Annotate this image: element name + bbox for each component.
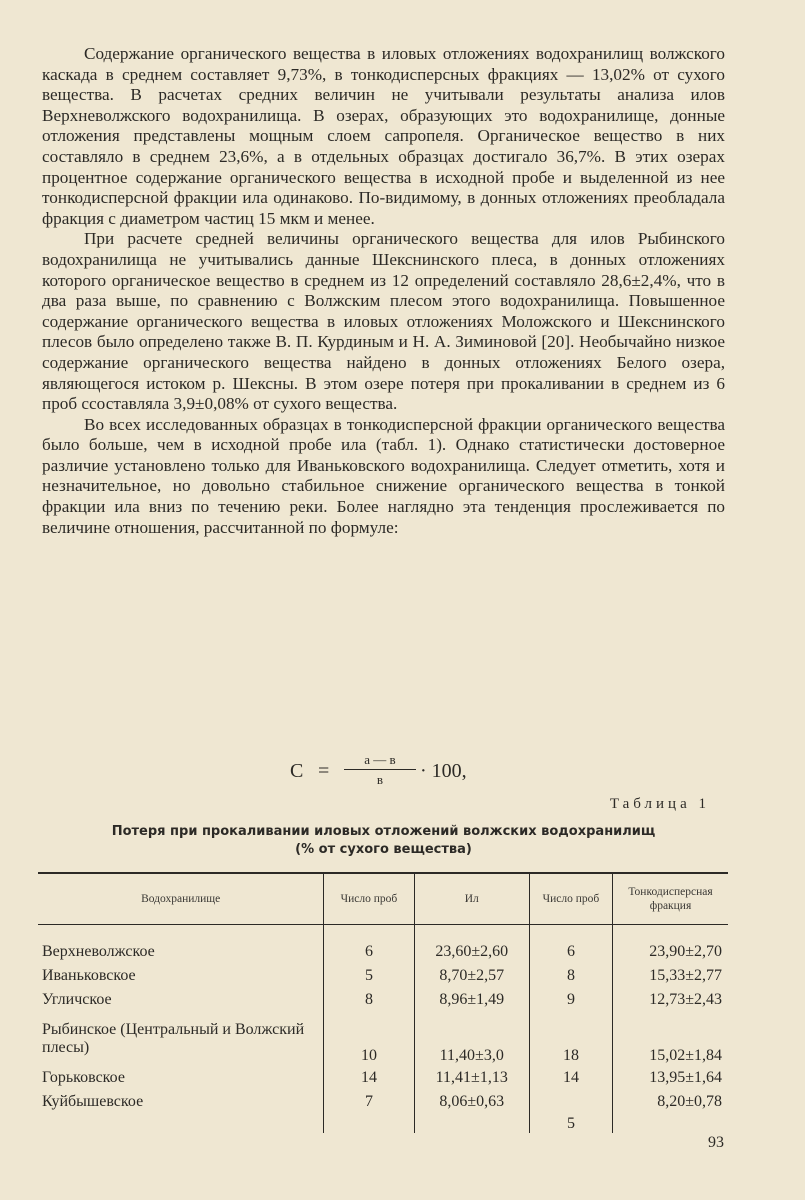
table-row xyxy=(38,1093,728,1133)
header-reservoir: Водохранилище xyxy=(38,873,324,925)
paragraph-3: Во всех исследованных образцах в тонкодисперсной фракции органического вещества было больше, чем в исходной пробе ила (табл. 1). Однако статистически достоверное различие установлено только для Иваньковского водохранилища. Следует отметить, хотя и незначительное, но довольно стабильное снижение органического вещества в тонкой фракции ила вниз по течению реки. Более наглядно эта тенденция прослеживается по величине отношения, рассчитанной по формуле: xyxy=(42,414,725,537)
cell-count-2: 6 xyxy=(529,943,612,967)
header-silt: Ил xyxy=(414,873,529,925)
cell-reservoir: Иваньковское xyxy=(42,967,136,984)
cell-fine-fraction: 15,02±1,84 xyxy=(613,1015,728,1069)
cell-reservoir: Рыбинское (Центральный и Волжский плесы) xyxy=(42,1021,305,1056)
formula-lhs: C xyxy=(290,760,304,782)
table-title xyxy=(42,823,725,859)
table-header-row xyxy=(38,873,728,925)
formula-multiplier: · 100, xyxy=(420,760,467,782)
cell-fine-fraction: 13,95±1,64 xyxy=(613,1069,728,1093)
table-row xyxy=(38,991,728,1015)
cell-count-2: 18 xyxy=(529,1015,612,1069)
fraction-bar xyxy=(344,769,416,770)
cell-count-1: 8 xyxy=(324,991,414,1015)
cell-count-1: 14 xyxy=(324,1069,414,1093)
cell-fine-fraction: 15,33±2,77 xyxy=(613,967,728,991)
cell-silt: 8,70±2,57 xyxy=(414,967,529,991)
cell-reservoir: Горьковское xyxy=(42,1069,125,1086)
cell-count-2: 5 xyxy=(529,1093,612,1133)
table-row xyxy=(38,943,728,967)
formula-equals: = xyxy=(318,760,330,782)
header-count-1: Число проб xyxy=(324,873,414,925)
cell-silt: 8,06±0,63 xyxy=(414,1093,529,1133)
cell-count-2: 14 xyxy=(529,1069,612,1093)
table-title-line-1: Потеря при прокаливании иловых отложений волжских водохранилищ xyxy=(111,824,656,839)
cell-fine-fraction: 8,20±0,78 xyxy=(613,1093,728,1133)
cell-fine-fraction: 12,73±2,43 xyxy=(613,991,728,1015)
cell-reservoir: Угличское xyxy=(42,991,112,1008)
data-table-wrapper xyxy=(38,872,728,1133)
page-number: 93 xyxy=(708,1134,724,1151)
formula-numerator: а — в xyxy=(364,752,396,767)
table-row xyxy=(38,967,728,991)
cell-silt: 23,60±2,60 xyxy=(414,943,529,967)
table-label: Таблица 1 xyxy=(609,796,710,812)
paragraph-1: Содержание органического вещества в иловых отложениях водохранилищ волжского каскада в среднем составляет 9,73%, в тонкодисперсных фракциях — 13,02% от сухого вещества. В расчетах средних величин не учитывали результаты анализа илов Верхневолжского водохранилища. В озерах, образующих это водохранилище, донные отложения представлены мощным слоем сапропеля. Органическое вещество в них составляло в среднем 23,6%, а в отдельных образцах достигало 36,7%. В этих озерах процентное содержание органического вещества в исходной пробе и выделенной из нее тонкодисперсной фракции ила одинаково. По-видимому, в донных отложениях преобладала фракция с диаметром частиц 15 мкм и менее. xyxy=(42,44,725,228)
cell-reservoir: Куйбышевское xyxy=(42,1093,144,1110)
paragraph-2: При расчете средней величины органического вещества для илов Рыбинского водохранилища не учитывались данные Шекснинского плеса, в донных отложениях которого органическое вещество в среднем из 12 определений составляло 28,6±2,4%, что в два раза выше, по сравнению с Волжским плесом этого водохранилища. Повышенное содержание органического вещества в иловых отложениях Моложского и Шекснинского плесов было определено также В. П. Курдиным и Н. А. Зиминовой [20]. Необычайно низкое содержание органического вещества найдено в донных отложениях Белого озера, являющегося истоком р. Шексны. В этом озере потеря при прокаливании в среднем из 6 проб ссоставляла 3,9±0,08% от сухого вещества. xyxy=(42,229,725,414)
formula-denominator: в xyxy=(376,772,384,787)
header-fine-fraction: Тонкодисперсная фракция xyxy=(613,873,728,925)
table-spacer-row xyxy=(38,925,728,944)
cell-silt: 11,40±3,0 xyxy=(414,1015,529,1069)
table-title-line-2: (% от сухого вещества) xyxy=(295,842,472,857)
cell-count-1: 10 xyxy=(324,1015,414,1069)
header-count-2: Число проб xyxy=(529,873,612,925)
cell-silt: 11,41±1,13 xyxy=(414,1069,529,1093)
cell-count-1: 5 xyxy=(324,967,414,991)
cell-count-1: 7 xyxy=(324,1093,414,1133)
table-row xyxy=(38,1015,728,1069)
formula xyxy=(290,752,530,792)
cell-count-2: 8 xyxy=(529,967,612,991)
cell-silt: 8,96±1,49 xyxy=(414,991,529,1015)
cell-count-2: 9 xyxy=(529,991,612,1015)
body-text xyxy=(42,44,725,538)
cell-fine-fraction: 23,90±2,70 xyxy=(613,943,728,967)
table-row xyxy=(38,1069,728,1093)
data-table xyxy=(38,872,728,1133)
cell-count-1: 6 xyxy=(324,943,414,967)
cell-reservoir: Верхневолжское xyxy=(42,943,155,960)
